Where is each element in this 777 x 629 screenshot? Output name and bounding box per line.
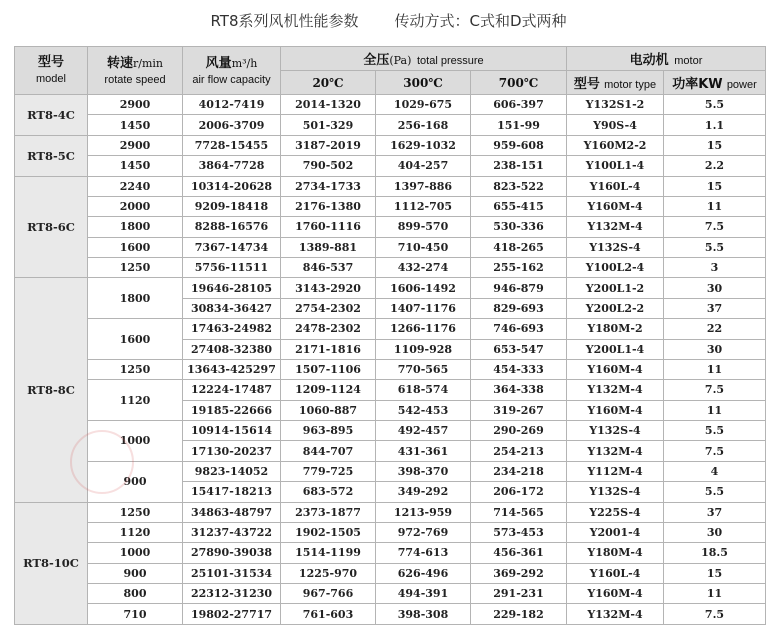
header-airflow: 风量m³/h air flow capacity [183, 47, 281, 95]
motor-cell: Y132M-4 [567, 380, 664, 400]
p20-cell: 2754-2302 [281, 298, 376, 318]
motor-cell: Y160M-4 [567, 359, 664, 379]
header-speed: 转速r/min rotate speed [88, 47, 183, 95]
power-cell: 37 [664, 298, 766, 318]
power-cell: 15 [664, 135, 766, 155]
table-row [15, 258, 766, 278]
power-cell: 5.5 [664, 482, 766, 502]
header-motor: 电动机 motor [567, 47, 766, 71]
p700-cell: 238-151 [471, 156, 567, 176]
header-motor-type: 型号 motor type [567, 71, 664, 95]
p700-cell: 369-292 [471, 563, 567, 583]
power-cell: 30 [664, 522, 766, 542]
flow-cell: 4012-7419 [183, 95, 281, 115]
table-row [15, 421, 766, 441]
speed-cell: 2900 [88, 135, 183, 155]
table-row [15, 543, 766, 563]
flow-cell: 30834-36427 [183, 298, 281, 318]
power-cell: 11 [664, 359, 766, 379]
p20-cell: 3143-2920 [281, 278, 376, 298]
p300-cell: 492-457 [376, 421, 471, 441]
p700-cell: 229-182 [471, 604, 567, 625]
p300-cell: 1606-1492 [376, 278, 471, 298]
p20-cell: 1902-1505 [281, 522, 376, 542]
motor-cell: Y180M-4 [567, 543, 664, 563]
flow-cell: 17130-20237 [183, 441, 281, 461]
header-model: 型号 model [15, 47, 88, 95]
table-row [15, 380, 766, 400]
p20-cell: 761-603 [281, 604, 376, 625]
motor-cell: Y100L1-4 [567, 156, 664, 176]
p700-cell: 319-267 [471, 400, 567, 420]
motor-cell: Y160L-4 [567, 176, 664, 196]
power-cell: 30 [664, 278, 766, 298]
power-cell: 11 [664, 584, 766, 604]
flow-cell: 5756-11511 [183, 258, 281, 278]
flow-cell: 13643-425297 [183, 359, 281, 379]
p700-cell: 234-218 [471, 461, 567, 481]
flow-cell: 3864-7728 [183, 156, 281, 176]
power-cell: 7.5 [664, 217, 766, 237]
p300-cell: 1407-1176 [376, 298, 471, 318]
header-total-pressure: 全压(Pa) total pressure [281, 47, 567, 71]
table-row [15, 278, 766, 298]
p300-cell: 432-274 [376, 258, 471, 278]
p300-cell: 398-308 [376, 604, 471, 625]
p300-cell: 256-168 [376, 115, 471, 135]
motor-cell: Y225S-4 [567, 502, 664, 522]
p20-cell: 846-537 [281, 258, 376, 278]
p700-cell: 254-213 [471, 441, 567, 461]
speed-cell: 1000 [88, 421, 183, 462]
table-row [15, 604, 766, 625]
p700-cell: 746-693 [471, 319, 567, 339]
speed-cell: 710 [88, 604, 183, 625]
flow-cell: 10914-15614 [183, 421, 281, 441]
power-cell: 11 [664, 196, 766, 216]
speed-cell: 1600 [88, 237, 183, 257]
speed-cell: 1800 [88, 278, 183, 319]
power-cell: 18.5 [664, 543, 766, 563]
flow-cell: 10314-20628 [183, 176, 281, 196]
p700-cell: 418-265 [471, 237, 567, 257]
flow-cell: 19185-22666 [183, 400, 281, 420]
flow-cell: 25101-31534 [183, 563, 281, 583]
p700-cell: 151-99 [471, 115, 567, 135]
speed-cell: 2240 [88, 176, 183, 196]
motor-cell: Y112M-4 [567, 461, 664, 481]
speed-cell: 1000 [88, 543, 183, 563]
p20-cell: 779-725 [281, 461, 376, 481]
power-cell: 5.5 [664, 237, 766, 257]
speed-cell: 1250 [88, 258, 183, 278]
motor-cell: Y132M-4 [567, 441, 664, 461]
table-row [15, 115, 766, 135]
flow-cell: 8288-16576 [183, 217, 281, 237]
power-cell: 3 [664, 258, 766, 278]
flow-cell: 19646-28105 [183, 278, 281, 298]
p300-cell: 618-574 [376, 380, 471, 400]
p20-cell: 963-895 [281, 421, 376, 441]
p300-cell: 542-453 [376, 400, 471, 420]
flow-cell: 17463-24982 [183, 319, 281, 339]
speed-cell: 2000 [88, 196, 183, 216]
motor-cell: Y180M-2 [567, 319, 664, 339]
power-cell: 15 [664, 176, 766, 196]
motor-cell: Y160M-4 [567, 196, 664, 216]
power-cell: 5.5 [664, 421, 766, 441]
flow-cell: 7728-15455 [183, 135, 281, 155]
p300-cell: 494-391 [376, 584, 471, 604]
power-cell: 22 [664, 319, 766, 339]
p300-cell: 398-370 [376, 461, 471, 481]
p20-cell: 683-572 [281, 482, 376, 502]
speed-cell: 1250 [88, 502, 183, 522]
flow-cell: 27890-39038 [183, 543, 281, 563]
flow-cell: 7367-14734 [183, 237, 281, 257]
motor-cell: Y200L1-2 [567, 278, 664, 298]
speed-cell: 800 [88, 584, 183, 604]
flow-cell: 27408-32380 [183, 339, 281, 359]
header-temp-300: 300℃ [376, 71, 471, 95]
power-cell: 15 [664, 563, 766, 583]
power-cell: 30 [664, 339, 766, 359]
p300-cell: 404-257 [376, 156, 471, 176]
p300-cell: 774-613 [376, 543, 471, 563]
power-cell: 4 [664, 461, 766, 481]
model-cell: RT8-5C [15, 135, 88, 176]
p20-cell: 1060-887 [281, 400, 376, 420]
p700-cell: 714-565 [471, 502, 567, 522]
p300-cell: 349-292 [376, 482, 471, 502]
p20-cell: 1389-881 [281, 237, 376, 257]
table-row [15, 522, 766, 542]
table-row [15, 502, 766, 522]
motor-cell: Y200L2-2 [567, 298, 664, 318]
p700-cell: 456-361 [471, 543, 567, 563]
model-cell: RT8-8C [15, 278, 88, 502]
p300-cell: 626-496 [376, 563, 471, 583]
p300-cell: 1029-675 [376, 95, 471, 115]
motor-cell: Y160M-4 [567, 400, 664, 420]
p700-cell: 655-415 [471, 196, 567, 216]
motor-cell: Y160M-4 [567, 584, 664, 604]
power-cell: 5.5 [664, 95, 766, 115]
p20-cell: 844-707 [281, 441, 376, 461]
power-cell: 37 [664, 502, 766, 522]
p700-cell: 206-172 [471, 482, 567, 502]
speed-cell: 2900 [88, 95, 183, 115]
speed-cell: 1450 [88, 115, 183, 135]
p300-cell: 770-565 [376, 359, 471, 379]
motor-cell: Y132S-4 [567, 421, 664, 441]
p300-cell: 1109-928 [376, 339, 471, 359]
p700-cell: 291-231 [471, 584, 567, 604]
p20-cell: 2373-1877 [281, 502, 376, 522]
title-drive: 传动方式：C式和D式两种 [394, 12, 567, 30]
p300-cell: 1266-1176 [376, 319, 471, 339]
p20-cell: 1209-1124 [281, 380, 376, 400]
flow-cell: 15417-18213 [183, 482, 281, 502]
speed-cell: 1600 [88, 319, 183, 360]
table-row [15, 135, 766, 155]
motor-cell: Y90S-4 [567, 115, 664, 135]
p700-cell: 946-879 [471, 278, 567, 298]
flow-cell: 31237-43722 [183, 522, 281, 542]
model-cell: RT8-4C [15, 95, 88, 136]
p700-cell: 959-608 [471, 135, 567, 155]
flow-cell: 9209-18418 [183, 196, 281, 216]
fan-performance-table [14, 46, 766, 625]
p20-cell: 2478-2302 [281, 319, 376, 339]
model-cell: RT8-10C [15, 502, 88, 625]
p20-cell: 3187-2019 [281, 135, 376, 155]
p20-cell: 790-502 [281, 156, 376, 176]
p20-cell: 2734-1733 [281, 176, 376, 196]
motor-cell: Y132M-4 [567, 604, 664, 625]
p700-cell: 823-522 [471, 176, 567, 196]
p700-cell: 290-269 [471, 421, 567, 441]
table-row [15, 563, 766, 583]
flow-cell: 19802-27717 [183, 604, 281, 625]
motor-cell: Y100L2-4 [567, 258, 664, 278]
motor-cell: Y132S-4 [567, 482, 664, 502]
power-cell: 7.5 [664, 604, 766, 625]
table-row [15, 584, 766, 604]
model-cell: RT8-6C [15, 176, 88, 278]
flow-cell: 12224-17487 [183, 380, 281, 400]
power-cell: 7.5 [664, 380, 766, 400]
speed-cell: 1250 [88, 359, 183, 379]
table-row [15, 359, 766, 379]
speed-cell: 1120 [88, 380, 183, 421]
p300-cell: 1213-959 [376, 502, 471, 522]
speed-cell: 1120 [88, 522, 183, 542]
p300-cell: 431-361 [376, 441, 471, 461]
motor-cell: Y160L-4 [567, 563, 664, 583]
p20-cell: 1760-1116 [281, 217, 376, 237]
p700-cell: 364-338 [471, 380, 567, 400]
header-temp-700: 700℃ [471, 71, 567, 95]
p300-cell: 1629-1032 [376, 135, 471, 155]
table-row [15, 217, 766, 237]
p700-cell: 573-453 [471, 522, 567, 542]
table-row [15, 95, 766, 115]
flow-cell: 9823-14052 [183, 461, 281, 481]
p700-cell: 454-333 [471, 359, 567, 379]
p700-cell: 653-547 [471, 339, 567, 359]
p300-cell: 1397-886 [376, 176, 471, 196]
table-row [15, 237, 766, 257]
speed-cell: 1450 [88, 156, 183, 176]
p20-cell: 1514-1199 [281, 543, 376, 563]
header-temp-20: 20℃ [281, 71, 376, 95]
power-cell: 2.2 [664, 156, 766, 176]
table-row [15, 196, 766, 216]
p20-cell: 967-766 [281, 584, 376, 604]
motor-cell: Y200L1-4 [567, 339, 664, 359]
motor-cell: Y160M2-2 [567, 135, 664, 155]
table-row [15, 461, 766, 481]
p300-cell: 710-450 [376, 237, 471, 257]
p700-cell: 255-162 [471, 258, 567, 278]
p700-cell: 530-336 [471, 217, 567, 237]
flow-cell: 34863-48797 [183, 502, 281, 522]
table-row [15, 176, 766, 196]
p300-cell: 1112-705 [376, 196, 471, 216]
power-cell: 1.1 [664, 115, 766, 135]
motor-cell: Y2001-4 [567, 522, 664, 542]
speed-cell: 900 [88, 461, 183, 502]
p300-cell: 899-570 [376, 217, 471, 237]
p700-cell: 829-693 [471, 298, 567, 318]
speed-cell: 900 [88, 563, 183, 583]
p700-cell: 606-397 [471, 95, 567, 115]
p20-cell: 1225-970 [281, 563, 376, 583]
flow-cell: 2006-3709 [183, 115, 281, 135]
p20-cell: 501-329 [281, 115, 376, 135]
power-cell: 7.5 [664, 441, 766, 461]
p20-cell: 2171-1816 [281, 339, 376, 359]
flow-cell: 22312-31230 [183, 584, 281, 604]
header-power: 功率KW power [664, 71, 766, 95]
p20-cell: 2014-1320 [281, 95, 376, 115]
p20-cell: 1507-1106 [281, 359, 376, 379]
power-cell: 11 [664, 400, 766, 420]
title-series: RT8系列风机性能参数 [210, 12, 359, 30]
table-row [15, 319, 766, 339]
speed-cell: 1800 [88, 217, 183, 237]
motor-cell: Y132S-4 [567, 237, 664, 257]
motor-cell: Y132M-4 [567, 217, 664, 237]
page-title [0, 10, 777, 36]
table-row [15, 156, 766, 176]
p300-cell: 972-769 [376, 522, 471, 542]
motor-cell: Y132S1-2 [567, 95, 664, 115]
p20-cell: 2176-1380 [281, 196, 376, 216]
